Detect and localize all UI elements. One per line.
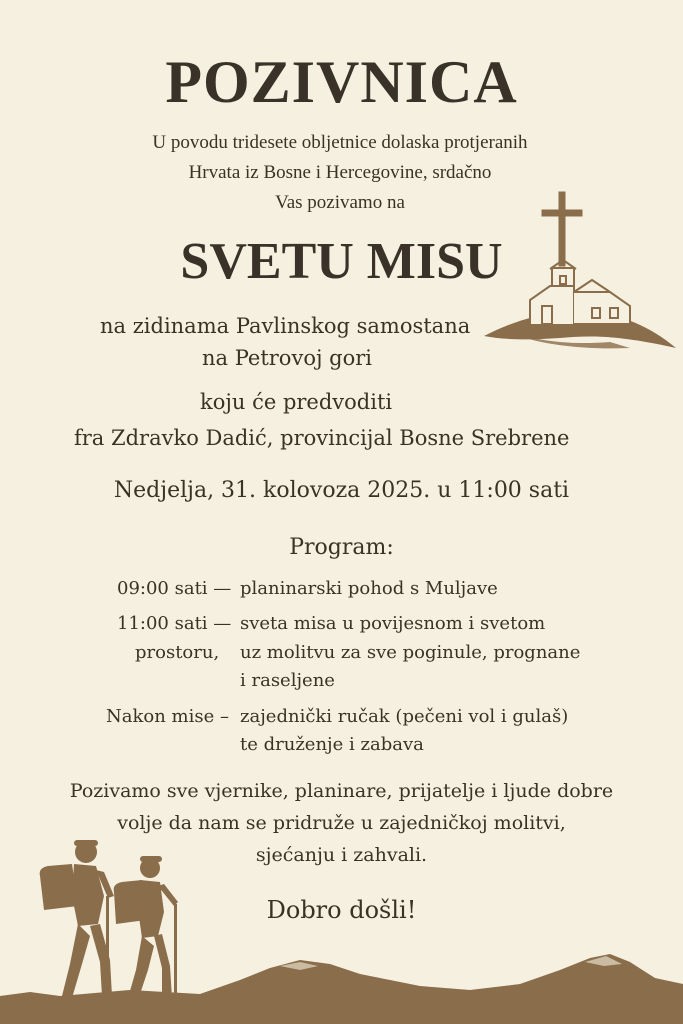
celebrant-line-1: koju će predvoditi	[200, 390, 393, 414]
program-time: Nakon mise –	[106, 706, 229, 727]
location-line-1: na zidinama Pavlinskog samostana	[100, 314, 471, 338]
church-on-hill-icon	[480, 188, 680, 358]
program-text: planinarski pohod s Muljave	[240, 578, 498, 599]
program-time: 11:00 sati —	[117, 613, 232, 634]
intro-line-2: Hrvata iz Bosne i Hercegovine, srdačno	[188, 162, 492, 183]
celebrant-line-2: fra Zdravko Dadić, provincijal Bosne Srebrene	[74, 426, 570, 450]
program-text: te druženje i zabava	[240, 734, 424, 755]
location-line-2: na Petrovoj gori	[202, 346, 372, 370]
closing-line-1: Pozivamo sve vjernike, planinare, prijatelje i ljude dobre	[69, 780, 614, 802]
intro-line-3: Vas pozivamo na	[275, 192, 405, 213]
program-text: i raseljene	[240, 670, 335, 691]
invitation-title: POZIVNICA	[165, 49, 518, 115]
program-text: zajednički ručak (pečeni vol i gulaš)	[240, 706, 569, 727]
program-text: sveta misa u povijesnom i svetom	[240, 613, 546, 634]
welcome-text: Dobro došli!	[266, 896, 417, 924]
program-title: Program:	[289, 535, 394, 560]
closing-line-3: sjećanju i zahvali.	[255, 844, 428, 866]
hikers-icon	[38, 836, 188, 1006]
program-time: 09:00 sati —	[117, 578, 232, 599]
program-time: prostoru,	[135, 642, 220, 663]
mass-heading: SVETU MISU	[180, 233, 503, 290]
event-date: Nedjelja, 31. kolovoza 2025. u 11:00 sati	[113, 478, 570, 503]
closing-line-2: volje da nam se pridruže u zajedničkoj molitvi,	[117, 812, 566, 834]
program-text: uz molitvu za sve poginule, prognane	[240, 642, 581, 663]
intro-line-1: U povodu tridesete obljetnice dolaska protjeranih	[152, 132, 528, 153]
